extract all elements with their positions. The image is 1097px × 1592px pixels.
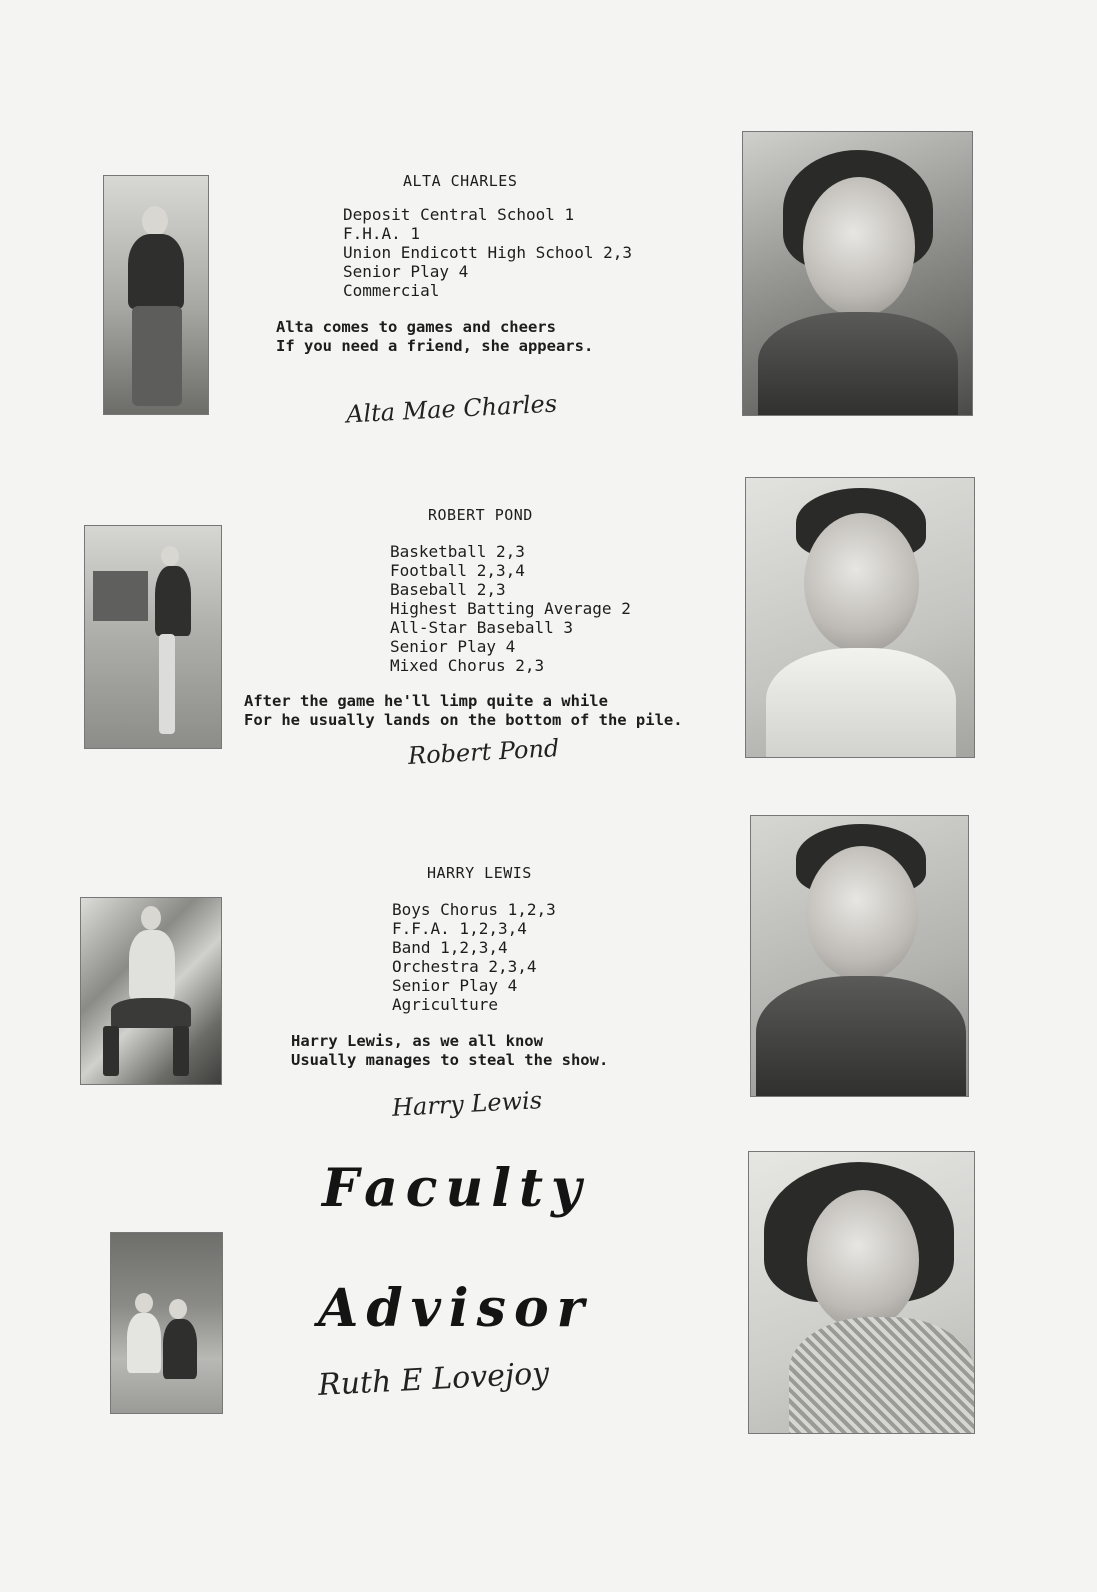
faculty-portrait-photo [748,1151,975,1434]
activity-item: Baseball 2,3 [390,580,506,599]
harry-snapshot-photo [80,897,222,1085]
activity-item: Commercial [343,281,440,300]
student-name: HARRY LEWIS [427,864,532,882]
verse-line: If you need a friend, she appears. [276,337,594,355]
student-name: ROBERT POND [428,506,533,524]
alta-portrait-photo [742,131,973,416]
student-signature: Alta Mae Charles [345,389,558,429]
student-verse [244,692,683,730]
student-signature: Harry Lewis [391,1086,543,1122]
activity-item: Senior Play 4 [343,262,469,281]
activity-item: Union Endicott High School 2,3 [343,243,632,262]
activity-item: Highest Batting Average 2 [390,599,631,618]
activity-item: Deposit Central School 1 [343,205,575,224]
activity-item: Football 2,3,4 [390,561,525,580]
harry-portrait-photo [750,815,969,1097]
robert-snapshot-photo [84,525,222,749]
student-name: ALTA CHARLES [403,172,518,190]
activity-item: Basketball 2,3 [390,542,525,561]
activity-item: Senior Play 4 [390,637,516,656]
faculty-title-line-1: Faculty [322,1158,590,1219]
faculty-snapshot-photo [110,1232,223,1414]
verse-line: For he usually lands on the bottom of the pile. [244,711,683,729]
student-verse [276,318,593,356]
student-verse [291,1032,608,1070]
student-signature: Robert Pond [407,734,560,770]
robert-portrait-photo [745,477,975,758]
verse-line: Harry Lewis, as we all know [291,1032,543,1050]
activities-list [343,205,632,300]
activities-list [390,542,631,675]
faculty-title-line-2: Advisor [318,1278,593,1339]
activity-item: Senior Play 4 [392,976,518,995]
verse-line: Alta comes to games and cheers [276,318,556,336]
faculty-signature: Ruth E Lovejoy [317,1355,551,1404]
activity-item: Band 1,2,3,4 [392,938,508,957]
activity-item: Orchestra 2,3,4 [392,957,537,976]
activity-item: F.F.A. 1,2,3,4 [392,919,527,938]
verse-line: After the game he'll limp quite a while [244,692,608,710]
alta-snapshot-photo [103,175,209,415]
activity-item: Boys Chorus 1,2,3 [392,900,556,919]
activities-list [392,900,556,1014]
verse-line: Usually manages to steal the show. [291,1051,609,1069]
activity-item: F.H.A. 1 [343,224,421,243]
activity-item: All-Star Baseball 3 [390,618,574,637]
activity-item: Mixed Chorus 2,3 [390,656,545,675]
activity-item: Agriculture [392,995,498,1014]
